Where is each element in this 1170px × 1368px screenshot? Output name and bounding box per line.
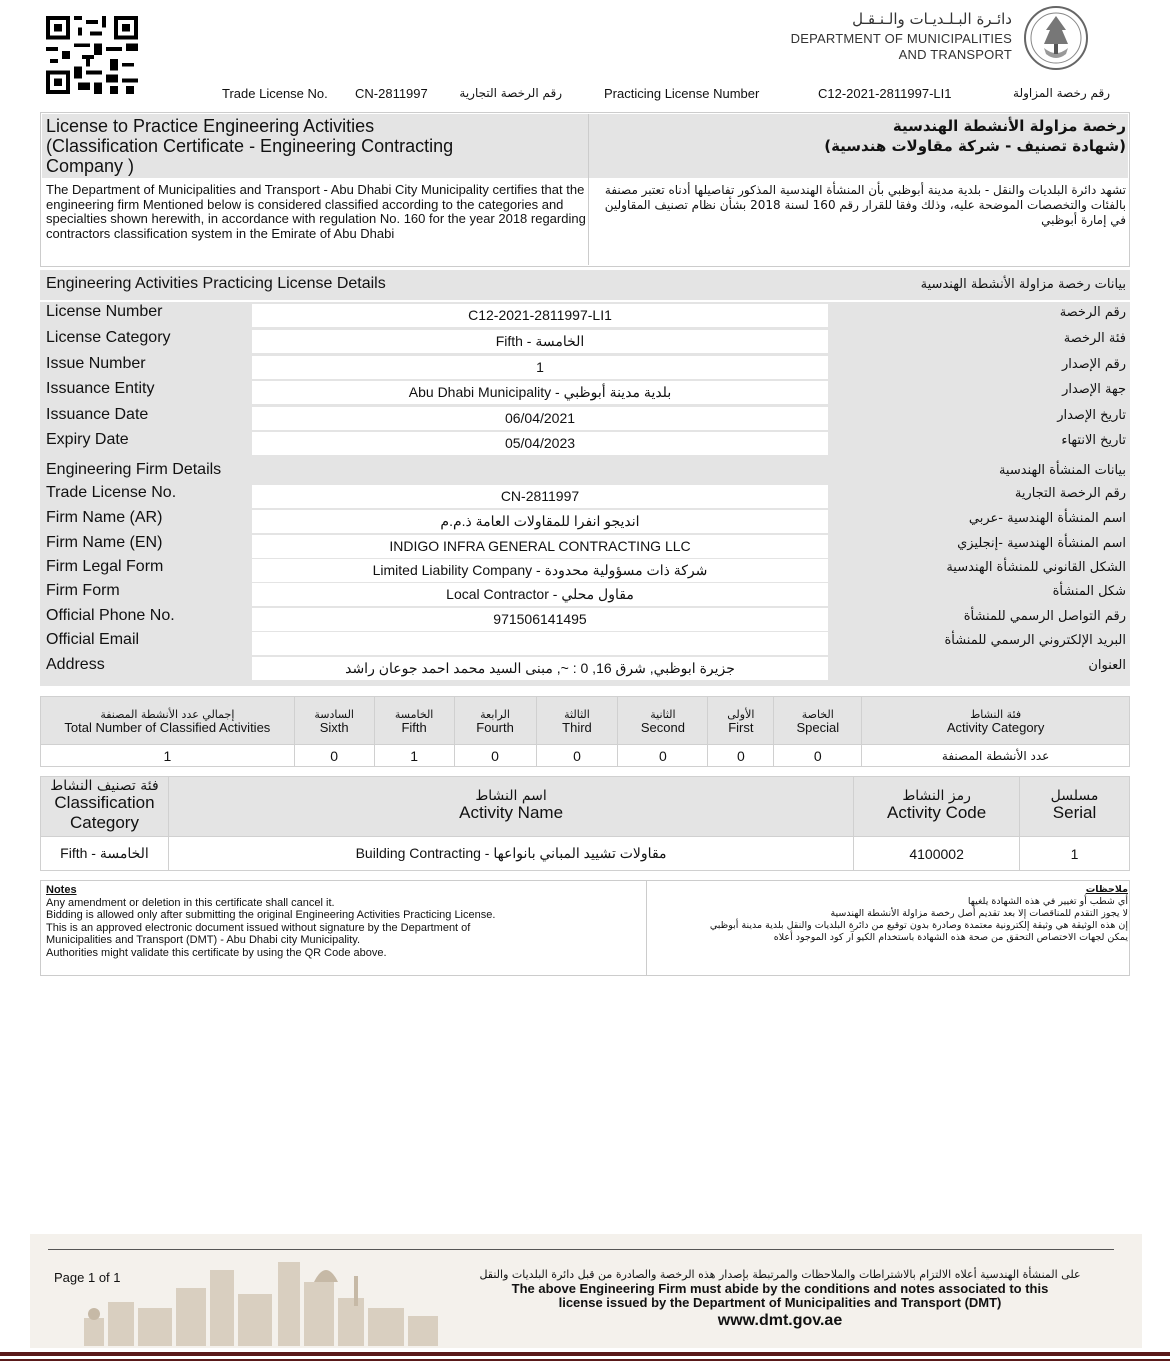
summary-value-cell: 0 — [454, 745, 536, 767]
note-item-en: Municipalities and Transport (DMT) - Abu Dhabi city Municipality. — [46, 934, 361, 946]
firm-row-value — [252, 632, 828, 655]
license-row-value: 06/04/2021 — [252, 407, 828, 430]
activity-code-cell: 4100002 — [854, 837, 1020, 871]
license-row-value: Fifth - الخامسة — [252, 330, 828, 353]
bottom-border-thick — [0, 1352, 1170, 1356]
title-ar-line2: (شهادة تصنيف - شركة مقاولات هندسية) — [824, 137, 1126, 155]
summary-header-cell — [774, 697, 862, 745]
firm-row-label: Firm Form — [46, 582, 120, 599]
summary-header-en: Second — [640, 719, 685, 735]
note-item-ar: أي شطب أو تغيير في هذه الشهادة يلغيها — [967, 896, 1128, 907]
firm-row-label-ar: اسم المنشأة الهندسية -عربي — [968, 511, 1126, 526]
summary-header-cell — [374, 697, 454, 745]
footer-website-link[interactable]: www.dmt.gov.ae — [717, 1312, 843, 1329]
summary-header-ar: الخاصة — [801, 707, 834, 721]
license-row-label: License Category — [46, 329, 171, 346]
license-row-value: 1 — [252, 356, 828, 379]
notes-ar — [652, 884, 1128, 944]
summary-header-cell — [862, 697, 1130, 745]
summary-header-ar: فئة النشاط — [970, 707, 1022, 721]
note-item-ar: إن هذه الوثيقة هي وثيقة إلكترونية معتمدة وصادرة بدون توقيع من دائرة البلديات والنقل بلدية مدينة أبوظبي — [709, 920, 1128, 931]
summary-header-en: Fifth — [401, 719, 427, 735]
notes-en-list — [46, 897, 646, 960]
practicing-license-label-ar: رقم رخصة المزاولة — [1013, 86, 1110, 100]
firm-row-value: انديجو انفرا للمقاولات العامة ذ.م.م — [252, 510, 828, 533]
activity-row — [41, 837, 1130, 871]
title-en-line1: License to Practice Engineering Activities — [46, 116, 375, 136]
title-en-line2: (Classification Certificate - Engineering Contracting — [46, 136, 454, 156]
title-divider — [588, 114, 589, 265]
firm-row-value: 971506141495 — [252, 608, 828, 631]
summary-header-ar: الأولى — [727, 707, 755, 721]
activity-header-ar: مسلسل — [1050, 788, 1099, 804]
summary-header-cell — [294, 697, 374, 745]
summary-header-en: Fourth — [476, 719, 514, 735]
license-section-title-en: Engineering Activities Practicing License Details — [46, 275, 386, 292]
activities-table — [40, 776, 1130, 871]
note-item-en: This is an approved electronic document issued without signature by the Department of — [46, 921, 471, 934]
firm-row-label: Firm Legal Form — [46, 558, 164, 575]
footer-divider — [48, 1249, 1114, 1250]
notes-ar-list — [652, 896, 1128, 944]
summary-header-en: Total Number of Classified Activities — [64, 719, 271, 735]
license-row-label: Issuance Entity — [46, 380, 155, 397]
activity-header-en: Classification Category — [54, 793, 155, 832]
firm-row-value: جزيرة ابوظبي, شرق 16, 0 : ~, مبنى السيد محمد احمد جوعان راشد — [252, 657, 828, 680]
firm-row-label: Firm Name (AR) — [46, 509, 163, 526]
activity-header-en: Serial — [1052, 803, 1097, 822]
note-item-ar: يمكن لجهات الاختصاص التحقق من صحة هذه الشهادة باستخدام الكيو آر كود الموجود أعلاه — [773, 932, 1128, 943]
bottom-border-thin — [0, 1359, 1170, 1361]
activity-header-en: Activity Name — [459, 803, 564, 822]
activity-header-cell — [854, 777, 1020, 837]
summary-value-cell: 0 — [536, 745, 618, 767]
license-row-label: Issuance Date — [46, 406, 149, 423]
license-row-label-ar: رقم الرخصة — [1059, 305, 1126, 320]
license-row-label-ar: فئة الرخصة — [1063, 331, 1126, 346]
license-row-value: C12-2021-2811997-LI1 — [252, 304, 828, 327]
activity-header-en: Activity Code — [887, 803, 987, 822]
firm-row-value: CN-2811997 — [252, 485, 828, 508]
activity-header-ar: اسم النشاط — [475, 788, 547, 804]
firm-row-label-ar: اسم المنشأة الهندسية -إنجليزي — [957, 536, 1126, 551]
summary-value-cell: 0 — [774, 745, 862, 767]
license-section-title-ar: بيانات رخصة مزاولة الأنشطة الهندسية — [920, 277, 1126, 292]
summary-row-label-ar: عدد الأنشطة المصنفة — [862, 745, 1130, 767]
license-row-label-ar: جهة الإصدار — [1062, 382, 1126, 397]
summary-value-cell: 1 — [41, 745, 295, 767]
page-number: Page 1 of 1 — [54, 1270, 121, 1285]
classification-summary-table — [40, 696, 1130, 767]
department-name-en-line2: AND TRANSPORT — [898, 47, 1012, 62]
trade-license-value: CN-2811997 — [355, 86, 428, 101]
firm-section-title-ar: بيانات المنشأة الهندسية — [998, 463, 1126, 478]
license-row-label: Issue Number — [46, 355, 146, 372]
certificate-title-ar — [600, 116, 1126, 156]
notes-divider — [646, 880, 647, 976]
summary-value-cell: 0 — [708, 745, 774, 767]
footer-text-en — [460, 1282, 1100, 1310]
firm-row-label-ar: العنوان — [1088, 658, 1126, 673]
activity-header-cell — [41, 777, 169, 837]
practicing-license-label: Practicing License Number — [604, 86, 760, 101]
department-name-ar: دائـرة البـلـديـات والـنـقـل — [852, 10, 1012, 28]
license-row-label-ar: تاريخ الانتهاء — [1061, 433, 1126, 448]
summary-header-en: First — [728, 719, 754, 735]
summary-header-en: Activity Category — [946, 719, 1045, 735]
activity-serial-cell: 1 — [1020, 837, 1130, 871]
note-item-en: Authorities might validate this certificate by using the QR Code above. — [46, 946, 387, 959]
intro-text-ar: تشهد دائرة البلديات والنقل - بلدية مدينة أبوظبي بأن المنشأة الهندسية المذكور تفاصيلها أدناه تعتبر مصنفة بالفئات والتخصصات الموضحة عليه، وذلك وفقا للقرار رقم 160 لسنة 2018 بشأن نظام تصنيف المقاولين في إمارة أبوظبي — [604, 183, 1126, 227]
note-item-ar: لا يجوز التقدم للمناقصات إلا بعد تقديم أصل رخصة مزاولة الأنشطة الهندسية — [830, 908, 1128, 919]
summary-header-cell — [708, 697, 774, 745]
summary-header-ar: الثالثة — [564, 707, 590, 721]
certificate-title-en — [46, 116, 586, 176]
firm-row-value: Limited Liability Company - شركة ذات مسؤولية محدودة — [252, 559, 828, 582]
firm-row-value: Local Contractor - مقاول محلي — [252, 583, 828, 606]
summary-header-ar: الثانية — [650, 707, 676, 721]
license-row-value: 05/04/2023 — [252, 432, 828, 455]
firm-row-label-ar: البريد الإلكتروني الرسمي للمنشأة — [944, 633, 1126, 648]
trade-license-label-ar: رقم الرخصة التجارية — [459, 86, 562, 100]
activity-header-cell — [168, 777, 853, 837]
firm-row-label-ar: الشكل القانوني للمنشأة الهندسية — [946, 560, 1126, 575]
summary-header-cell — [454, 697, 536, 745]
license-row-label-ar: تاريخ الإصدار — [1057, 408, 1126, 423]
summary-value-cell: 0 — [618, 745, 708, 767]
intro-text-en: The Department of Municipalities and Transport - Abu Dhabi City Municipality certifies that the engineering firm Mentioned below is considered classified according to the categories and specialties shown herewith, in accordance with regulation No. 160 for the year 2018 regarding contractors classification system in the Emirate of Abu Dhabi — [46, 182, 586, 241]
note-item-en: Any amendment or deletion in this certificate shall cancel it. — [46, 896, 335, 909]
notes-en — [46, 884, 646, 959]
firm-row-label: Firm Name (EN) — [46, 534, 163, 551]
summary-header-cell — [536, 697, 618, 745]
summary-value-cell: 0 — [294, 745, 374, 767]
summary-value-cell: 1 — [374, 745, 454, 767]
footer-text-en-line2: license issued by the Department of Municipalities and Transport (DMT) — [558, 1295, 1002, 1310]
summary-header-cell — [618, 697, 708, 745]
firm-row-label-ar: رقم التواصل الرسمي للمنشأة — [963, 609, 1126, 624]
firm-row-value: INDIGO INFRA GENERAL CONTRACTING LLC — [252, 535, 828, 558]
license-row-value: Abu Dhabi Municipality - بلدية مدينة أبوظبي — [252, 381, 828, 404]
activity-header-ar: رمز النشاط — [902, 788, 971, 804]
firm-section-title-en: Engineering Firm Details — [46, 461, 222, 478]
title-en-line3: Company ) — [46, 156, 135, 176]
firm-row-label: Official Email — [46, 631, 140, 648]
summary-header-ar: السادسة — [314, 707, 354, 721]
activity-header-cell — [1020, 777, 1130, 837]
summary-header-en: Special — [796, 719, 840, 735]
trade-license-label: Trade License No. — [222, 86, 328, 101]
firm-row-label-ar: شكل المنشأة — [1052, 584, 1126, 599]
summary-header-en: Third — [562, 719, 592, 735]
department-name-en-line1: DEPARTMENT OF MUNICIPALITIES — [790, 31, 1012, 46]
license-row-label: License Number — [46, 303, 163, 320]
title-ar-line1: رخصة مزاولة الأنشطة الهندسية — [892, 117, 1126, 135]
note-item-en: Bidding is allowed only after submitting the original Engineering Activities Practicing License. — [46, 909, 496, 921]
summary-header-cell — [41, 697, 295, 745]
practicing-license-value: C12-2021-2811997-LI1 — [818, 86, 952, 101]
summary-values-row — [41, 745, 1130, 767]
city-skyline-icon — [74, 1258, 454, 1346]
firm-row-label-ar: رقم الرخصة التجارية — [1014, 486, 1126, 501]
activities-body — [41, 837, 1130, 871]
license-row-label: Expiry Date — [46, 431, 129, 448]
activity-header-ar: فئة تصنيف النشاط — [50, 778, 159, 794]
footer-text-ar: على المنشأة الهندسية أعلاه الالتزام بالاشتراطات والملاحظات والمرتبطة بإصدار هذه الرخصة والصادرة من قبل دائرة البلديات والنقل — [479, 1268, 1081, 1281]
notes-title-ar: ملاحظات — [1085, 884, 1128, 895]
license-row-label-ar: رقم الإصدار — [1061, 357, 1126, 372]
qr-code — [46, 16, 138, 94]
footer-text-en-line1: The above Engineering Firm must abide by the conditions and notes associated to this — [511, 1281, 1049, 1296]
summary-header-row — [41, 697, 1130, 745]
activity-name-cell: Building Contracting - مقاولات تشييد المباني بانواعها — [168, 837, 853, 871]
summary-header-en: Sixth — [319, 719, 349, 735]
firm-row-label: Official Phone No. — [46, 607, 175, 624]
firm-row-label: Address — [46, 656, 105, 673]
summary-header-ar: الخامسة — [394, 707, 434, 721]
abu-dhabi-emblem-icon — [1022, 4, 1090, 72]
activities-header-row — [41, 777, 1130, 837]
firm-row-label: Trade License No. — [46, 484, 177, 501]
summary-header-ar: إجمالي عدد الأنشطة المصنفة — [100, 707, 235, 721]
activity-category-cell: Fifth - الخامسة — [41, 837, 169, 871]
summary-header-ar: الرابعة — [480, 707, 510, 721]
notes-title-en: Notes — [46, 884, 77, 896]
department-name-en — [760, 31, 1012, 63]
